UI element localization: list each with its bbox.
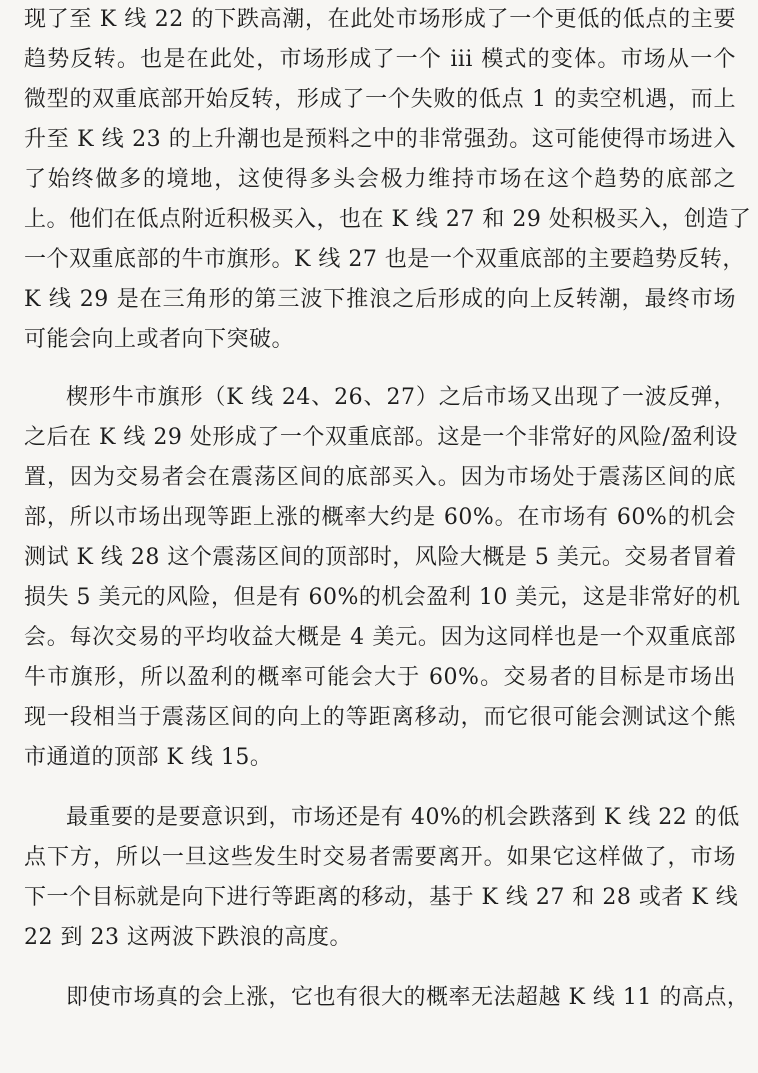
text-line: 了始终做多的境地，这使得多头会极力维持市场在这个趋势的底部之 [24,167,736,192]
text-line: 损失 5 美元的风险，但是有 60%的机会盈利 10 美元，这是非常好的机 [24,585,741,610]
text-line: 可能会向上或者向下突破。 [24,327,295,352]
text-line: 上。他们在低点附近积极买入，也在 K 线 27 和 29 处积极买入，创造了 [24,207,752,232]
text-line: 点下方，所以一旦这些发生时交易者需要离开。如果它这样做了，市场 [24,845,736,870]
text-line: 即使市场真的会上涨，它也有很大的概率无法超越 K 线 11 的高点， [66,985,750,1010]
text-line: 部，所以市场出现等距上涨的概率大约是 60%。在市场有 60%的机会 [24,505,736,530]
text-line: 一个双重底部的牛市旗形。K 线 27 也是一个双重底部的主要趋势反转， [24,247,745,272]
text-line: 微型的双重底部开始反转，形成了一个失败的低点 1 的卖空机遇，而上 [24,87,736,112]
text-line: 牛市旗形，所以盈利的概率可能会大于 60%。交易者的目标是市场出 [24,665,736,690]
text-line: 楔形牛市旗形（K 线 24、26、27）之后市场又出现了一波反弹， [66,385,736,410]
text-line: 现一段相当于震荡区间的向上的等距离移动，而它很可能会测试这个熊 [24,705,736,730]
text-line: 趋势反转。也是在此处，市场形成了一个 iii 模式的变体。市场从一个 [24,47,736,72]
text-line: 下一个目标就是向下进行等距离的移动，基于 K 线 27 和 28 或者 K 线 [24,885,739,910]
text-line: 现了至 K 线 22 的下跌高潮，在此处市场形成了一个更低的低点的主要 [24,7,736,32]
text-line: 会。每次交易的平均收益大概是 4 美元。因为这同样也是一个双重底部 [24,625,736,650]
text-line: 测试 K 线 28 这个震荡区间的顶部时，风险大概是 5 美元。交易者冒着 [24,545,737,570]
text-line: K 线 29 是在三角形的第三波下推浪之后形成的向上反转潮，最终市场 [24,287,736,312]
text-line: 置，因为交易者会在震荡区间的底部买入。因为市场处于震荡区间的底 [24,465,736,490]
text-line: 市通道的顶部 K 线 15。 [24,745,273,770]
text-line: 最重要的是要意识到，市场还是有 40%的机会跌落到 K 线 22 的低 [66,805,740,830]
text-line: 升至 K 线 23 的上升潮也是预料之中的非常强劲。这可能使得市场进入 [24,127,736,152]
text-line: 22 到 23 这两波下跌浪的高度。 [24,925,352,950]
text-line: 之后在 K 线 29 处形成了一个双重底部。这是一个非常好的风险/盈利设 [24,425,738,450]
